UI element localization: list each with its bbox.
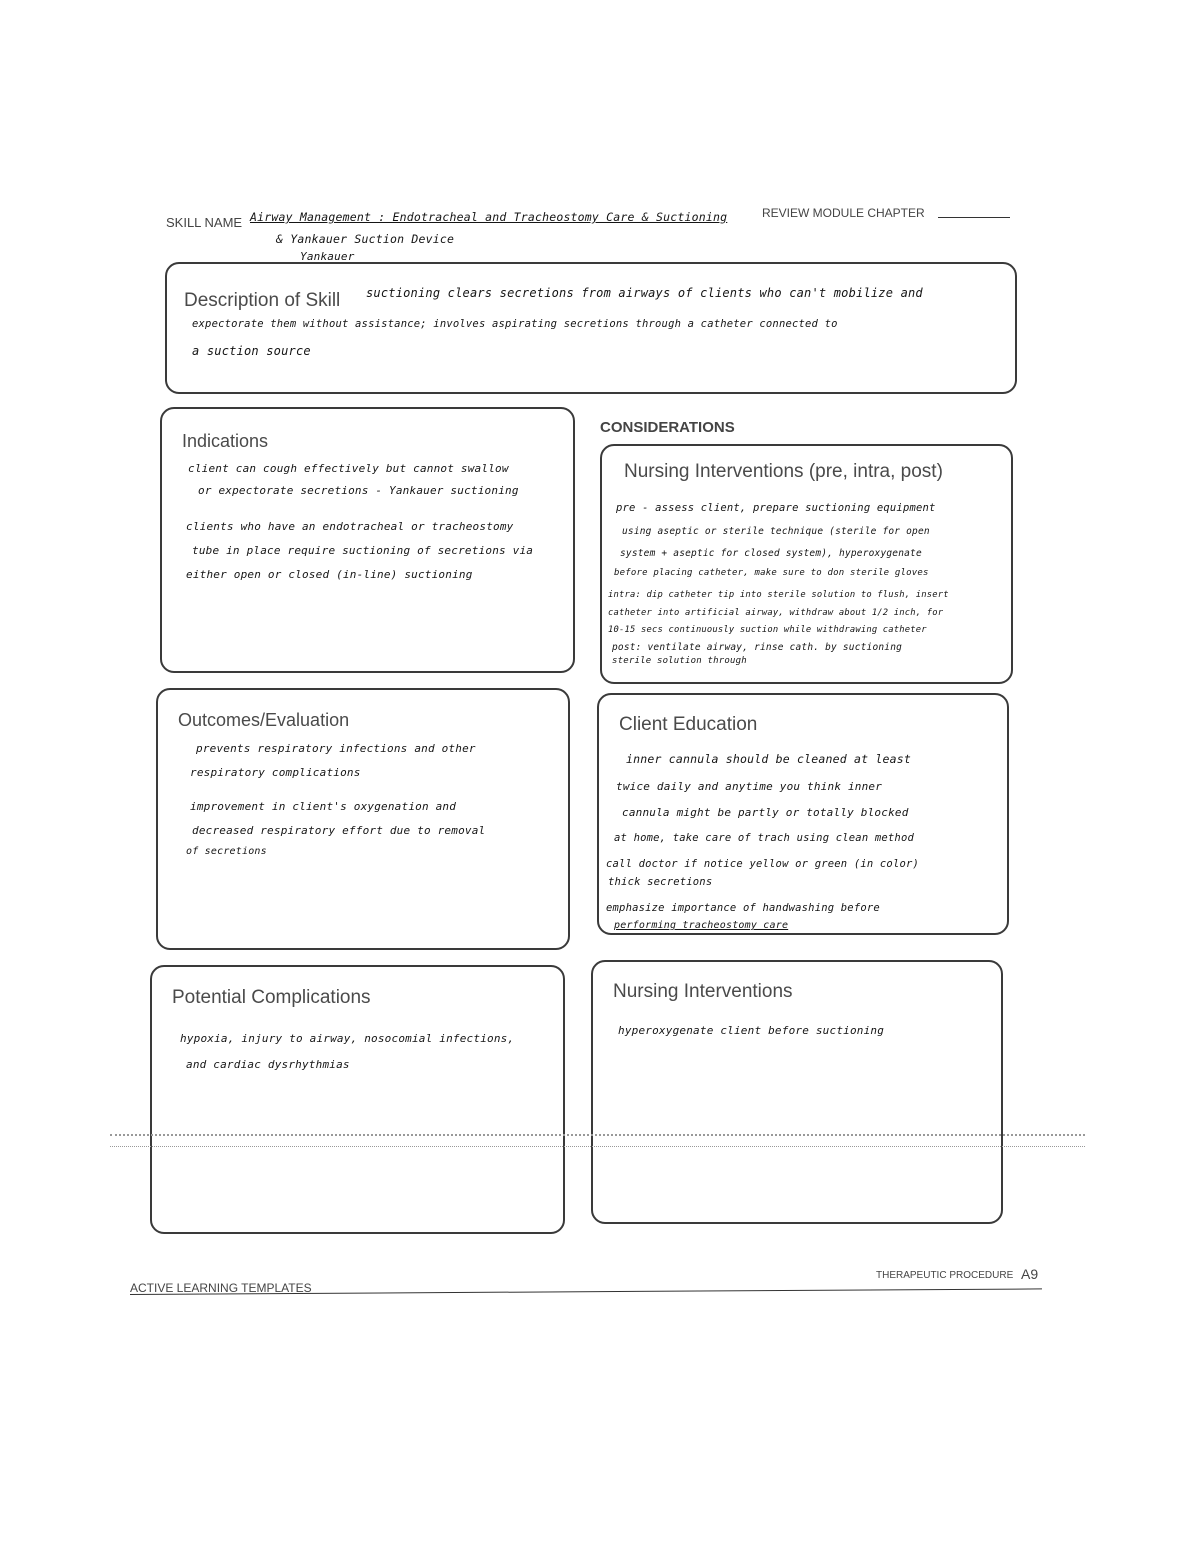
- ni-line-1: pre - assess client, prepare suctioning equipment: [616, 502, 936, 514]
- outcomes-line-3: improvement in client's oxygenation and: [190, 800, 457, 813]
- description-title: Description of Skill: [184, 290, 341, 311]
- complications-line-2: and cardiac dysrhythmias: [186, 1058, 350, 1071]
- ce-line-8: performing tracheostomy care: [614, 920, 789, 931]
- ni-line-5: intra: dip catheter tip into sterile solution to flush, insert: [608, 590, 949, 600]
- skill-name-label: SKILL NAME: [166, 215, 243, 230]
- outcomes-title: Outcomes/Evaluation: [178, 710, 350, 730]
- ni-line-7: 10-15 secs continuously suction while withdrawing catheter: [608, 625, 927, 635]
- indications-title: Indications: [182, 431, 269, 451]
- ce-line-4: at home, take care of trach using clean method: [614, 832, 914, 844]
- ce-line-1: inner cannula should be cleaned at least: [626, 752, 911, 766]
- nursing-interventions-2-title: Nursing Interventions: [613, 981, 793, 1002]
- description-line-2: expectorate them without assistance; involves aspirating secretions through a catheter connected to: [192, 318, 838, 330]
- ce-line-5: call doctor if notice yellow or green (in color): [606, 858, 920, 870]
- indications-line-1: client can cough effectively but cannot swallow: [188, 462, 509, 475]
- complications-title: Potential Complications: [172, 987, 371, 1008]
- outcomes-line-4: decreased respiratory effort due to removal: [192, 824, 486, 837]
- client-education-title: Client Education: [619, 714, 758, 735]
- outcomes-line-5: of secretions: [186, 846, 267, 857]
- indications-line-3: clients who have an endotracheal or tracheostomy: [186, 520, 514, 533]
- review-module-label: REVIEW MODULE CHAPTER: [762, 206, 925, 220]
- ni-line-2: using aseptic or sterile technique (sterile for open: [622, 526, 930, 537]
- description-line-1: suctioning clears secretions from airways of clients who can't mobilize and: [366, 286, 923, 300]
- considerations-label: CONSIDERATIONS: [600, 419, 735, 436]
- nursing-interventions-title: Nursing Interventions (pre, intra, post): [624, 461, 943, 482]
- ce-line-6: thick secretions: [608, 876, 713, 888]
- outcomes-line-2: respiratory complications: [190, 766, 361, 779]
- indications-line-4: tube in place require suctioning of secretions via: [192, 544, 534, 557]
- footer-page: A9: [1021, 1266, 1039, 1282]
- scan-artifact-line-2: [110, 1146, 1085, 1147]
- skill-name-line2: & Yankauer Suction Device: [276, 232, 455, 246]
- complications-line-1: hypoxia, injury to airway, nosocomial infections,: [180, 1032, 515, 1045]
- skill-name-line3: Yankauer: [300, 250, 355, 263]
- ni-line-9: sterile solution through: [612, 656, 747, 666]
- ni-line-8: post: ventilate airway, rinse cath. by suctioning: [612, 642, 903, 653]
- review-module-line: [938, 217, 1010, 218]
- ni-line-4: before placing catheter, make sure to don sterile gloves: [614, 568, 929, 578]
- ce-line-2: twice daily and anytime you think inner: [616, 780, 883, 793]
- ni-line-6: catheter into artificial airway, withdraw about 1/2 inch, for: [608, 608, 944, 618]
- footer-right: THERAPEUTIC PROCEDURE: [876, 1270, 1014, 1281]
- indications-line-2: or expectorate secretions - Yankauer suctioning: [198, 484, 519, 497]
- footer-left: ACTIVE LEARNING TEMPLATES: [130, 1281, 312, 1295]
- outcomes-line-1: prevents respiratory infections and other: [196, 742, 476, 755]
- scan-artifact-line: [110, 1134, 1085, 1136]
- description-line-3: a suction source: [192, 344, 311, 358]
- ce-line-7: emphasize importance of handwashing before: [606, 902, 880, 914]
- skill-name-value: Airway Management : Endotracheal and Tracheostomy Care & Suctioning: [250, 210, 728, 224]
- indications-line-5: either open or closed (in-line) suctioning: [186, 568, 473, 581]
- ni2-line-1: hyperoxygenate client before suctioning: [618, 1024, 885, 1037]
- ni-line-3: system + aseptic for closed system), hyperoxygenate: [620, 548, 922, 559]
- ce-line-3: cannula might be partly or totally blocked: [622, 806, 909, 819]
